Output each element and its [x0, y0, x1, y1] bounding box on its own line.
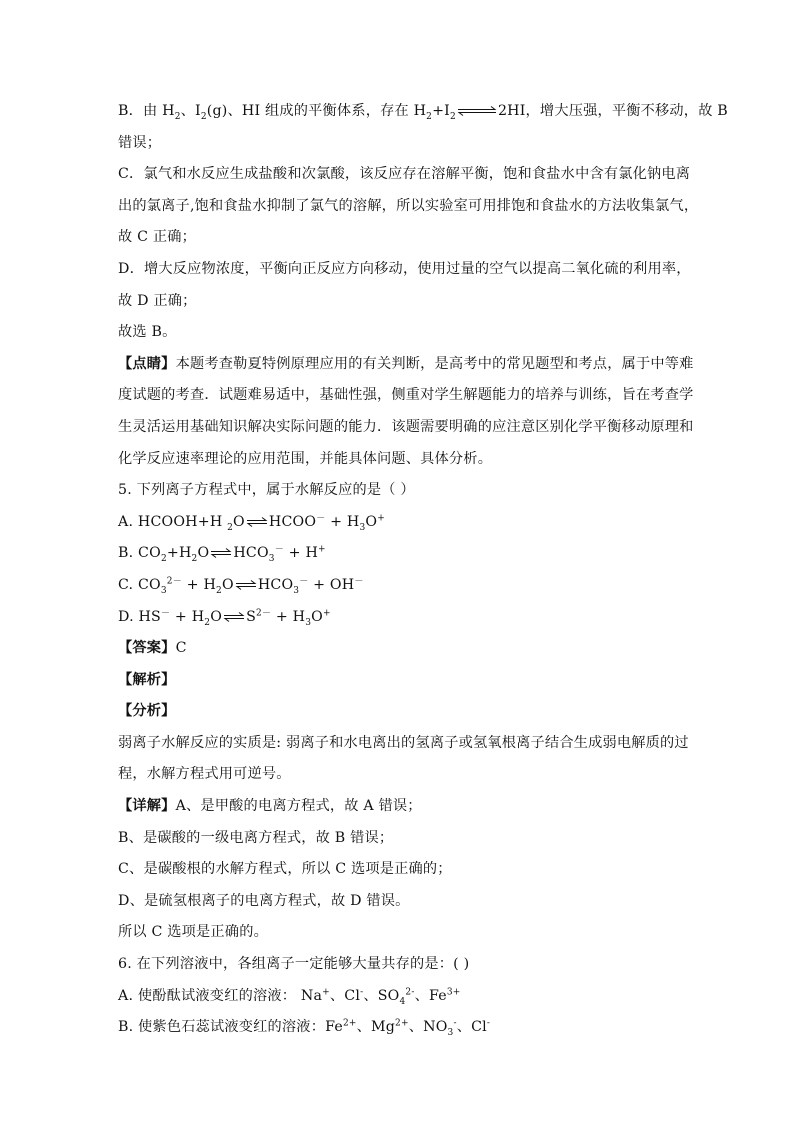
text-fragment: 2 — [216, 585, 222, 596]
text-fragment: + H — [170, 608, 205, 625]
text-line-ans4: 故选 B。 — [118, 324, 177, 341]
text-fragment: 2 — [426, 111, 433, 122]
text-fragment: + OH — [308, 576, 355, 593]
reversible-arrow-icon — [223, 612, 245, 622]
text-line-d2: 故 D 正确； — [118, 292, 197, 309]
text-line-c3: 故 C 正确； — [118, 229, 197, 246]
text-line-q5b — [118, 538, 704, 570]
text-line-q6b — [118, 1012, 704, 1044]
text-line-q5: 5. 下列离子方程式中，属于水解反应的是（ ） — [118, 482, 415, 499]
text-fragment: 2 — [200, 111, 207, 122]
text-fragment: + — [377, 512, 386, 523]
text-fragment: 【详解】 — [118, 798, 176, 815]
text-fragment: 2 — [191, 554, 198, 565]
text-fragment: 3 — [293, 585, 300, 596]
text-fragment: - — [360, 986, 364, 997]
text-line-b2: 错误； — [118, 134, 162, 151]
text-fragment: D. HS — [118, 608, 161, 625]
text-fragment: + H — [283, 545, 319, 562]
reversible-arrow-icon — [235, 580, 257, 590]
text-line-q5jx — [118, 665, 704, 697]
text-line-q5x2: B、是碳酸的一级电离方程式，故 B 错误； — [118, 829, 394, 846]
text-line-q5d — [118, 602, 704, 634]
text-line-q5fx — [118, 696, 704, 728]
text-fragment: 【点睛】 — [118, 355, 176, 372]
text-line-p1 — [118, 349, 704, 381]
text-fragment: 3 — [305, 617, 312, 628]
text-line-q5f2: 程，水解方程式用可逆号。 — [118, 766, 291, 783]
text-line-q6a — [118, 981, 704, 1013]
text-line-q5x3: C、是碳酸根的水解方程式，所以 C 选项是正确的； — [118, 861, 452, 878]
text-fragment: O — [233, 513, 245, 530]
text-line-q5a — [118, 507, 704, 539]
text-line-c1: C．氯气和水反应生成盐酸和次氯酸，该反应存在溶解平衡，饱和食盐水中含有氯化钠电离 — [118, 166, 691, 183]
text-fragment: + H — [325, 513, 360, 530]
text-fragment: 2- — [405, 986, 415, 997]
text-line-q5x5: 所以 C 选项是正确的。 — [118, 924, 268, 941]
text-fragment: B．由 H — [118, 103, 175, 119]
text-fragment: HCO — [257, 576, 294, 593]
equilibrium-arrow-icon — [457, 106, 497, 116]
text-fragment: B. 使紫色石蕊试液变红的溶液：Fe — [118, 1019, 343, 1036]
text-fragment: + H — [271, 608, 306, 625]
text-fragment: 3 — [268, 554, 275, 565]
text-fragment: 、Cl — [329, 987, 361, 1004]
text-line-c2: 出的氯离子,饱和食盐水抑制了氯气的溶解，所以实验室可用排饱和食盐水的方法收集氯气， — [118, 197, 699, 214]
text-fragment: 3 — [359, 522, 366, 533]
text-fragment: O — [210, 608, 223, 625]
text-fragment: 、Mg — [356, 1019, 396, 1036]
reversible-arrow-icon — [210, 548, 232, 558]
text-fragment: － — [354, 576, 364, 587]
text-fragment: +H — [166, 545, 192, 562]
text-fragment: A、是甲酸的电离方程式，故 A 错误； — [175, 798, 422, 815]
text-line-q5ans — [118, 633, 704, 665]
text-fragment: C. CO — [118, 576, 161, 593]
text-fragment: + — [322, 986, 330, 997]
text-fragment: 3 — [447, 1028, 454, 1039]
text-fragment: 【分析】 — [118, 703, 176, 720]
text-line-q6: 6. 在下列溶液中，各组离子一定能够大量共存的是：( ) — [118, 956, 470, 973]
text-fragment: 4 — [399, 996, 406, 1007]
text-line-b1 — [118, 96, 728, 128]
text-fragment: 3 — [160, 585, 167, 596]
text-fragment: B. CO — [118, 545, 161, 562]
text-line-q5x1 — [118, 791, 704, 823]
text-fragment: － — [316, 512, 326, 523]
text-fragment: 2－ — [255, 607, 272, 618]
text-fragment: A. 使酚酞试液变红的溶液： Na — [118, 987, 323, 1004]
text-fragment: 2－ — [166, 576, 182, 587]
text-fragment: 2 — [204, 617, 211, 628]
text-fragment: 2+ — [395, 1018, 409, 1029]
text-fragment: 3+ — [446, 986, 461, 997]
text-fragment: 2 — [450, 111, 456, 122]
text-fragment: 【解析】 — [118, 671, 176, 688]
text-fragment: O — [197, 545, 210, 562]
text-fragment: 、I — [180, 103, 201, 119]
text-fragment: 2+ — [342, 1018, 357, 1029]
text-fragment: － — [160, 607, 171, 618]
text-fragment: 、Fe — [414, 987, 447, 1004]
text-fragment: + — [323, 607, 331, 618]
text-fragment: O — [365, 513, 378, 530]
text-fragment: O — [221, 576, 234, 593]
text-line-q5f1: 弱离子水解反应的实质是: 弱离子和水电离出的氢离子或氢氧根离子结合生成弱电解质的过 — [118, 734, 689, 751]
text-fragment: 【答案】 — [118, 640, 176, 657]
text-fragment: + — [318, 544, 326, 555]
text-fragment: +I — [432, 103, 450, 119]
text-line-q5c — [118, 570, 704, 602]
text-fragment: S — [246, 608, 256, 625]
text-fragment: 2 — [160, 554, 167, 565]
text-fragment: C — [175, 640, 187, 657]
text-fragment: HCO — [233, 545, 269, 562]
reversible-arrow-icon — [246, 517, 268, 527]
text-fragment: 2 — [174, 111, 181, 122]
text-fragment: 2 — [227, 522, 234, 533]
text-fragment: - — [486, 1018, 491, 1029]
text-line-p2: 度试题的考查．试题难易适中，基础性强，侧重对学生解题能力的培养与训练，旨在考查学 — [118, 387, 694, 404]
text-fragment: 、SO — [363, 987, 400, 1004]
text-fragment: 本题考查勒夏特例原理应用的有关判断，是高考中的常见题型和考点，属于中等难 — [175, 355, 694, 372]
text-fragment: A. HCOOH+H — [118, 513, 228, 530]
text-line-p4: 化学反应速率理论的应用范围，并能具体问题、具体分析。 — [118, 450, 493, 467]
text-line-d1: D．增大反应物浓度，平衡向正反应方向移动，使用过量的空气以提高二氧化硫的利用率， — [118, 260, 691, 277]
text-fragment: 2HI，增大压强，平衡不移动，故 B — [497, 103, 728, 119]
text-fragment: 、Cl — [456, 1019, 487, 1036]
text-line-p3: 生灵活运用基础知识解决实际问题的能力．该题需要明确的应注意区别化学平衡移动原理和 — [118, 418, 694, 435]
text-fragment: 、NO — [408, 1019, 448, 1036]
text-fragment: + H — [181, 576, 217, 593]
text-line-q5x4: D、是硫氢根离子的电离方程式，故 D 错误。 — [118, 892, 410, 909]
text-fragment: O — [311, 608, 323, 625]
text-fragment: - — [453, 1018, 457, 1029]
text-fragment: HCOO — [268, 513, 317, 530]
text-fragment: － — [299, 576, 309, 587]
text-fragment: (g)、HI 组成的平衡体系，存在 H — [206, 103, 427, 119]
text-fragment: － — [274, 544, 284, 555]
